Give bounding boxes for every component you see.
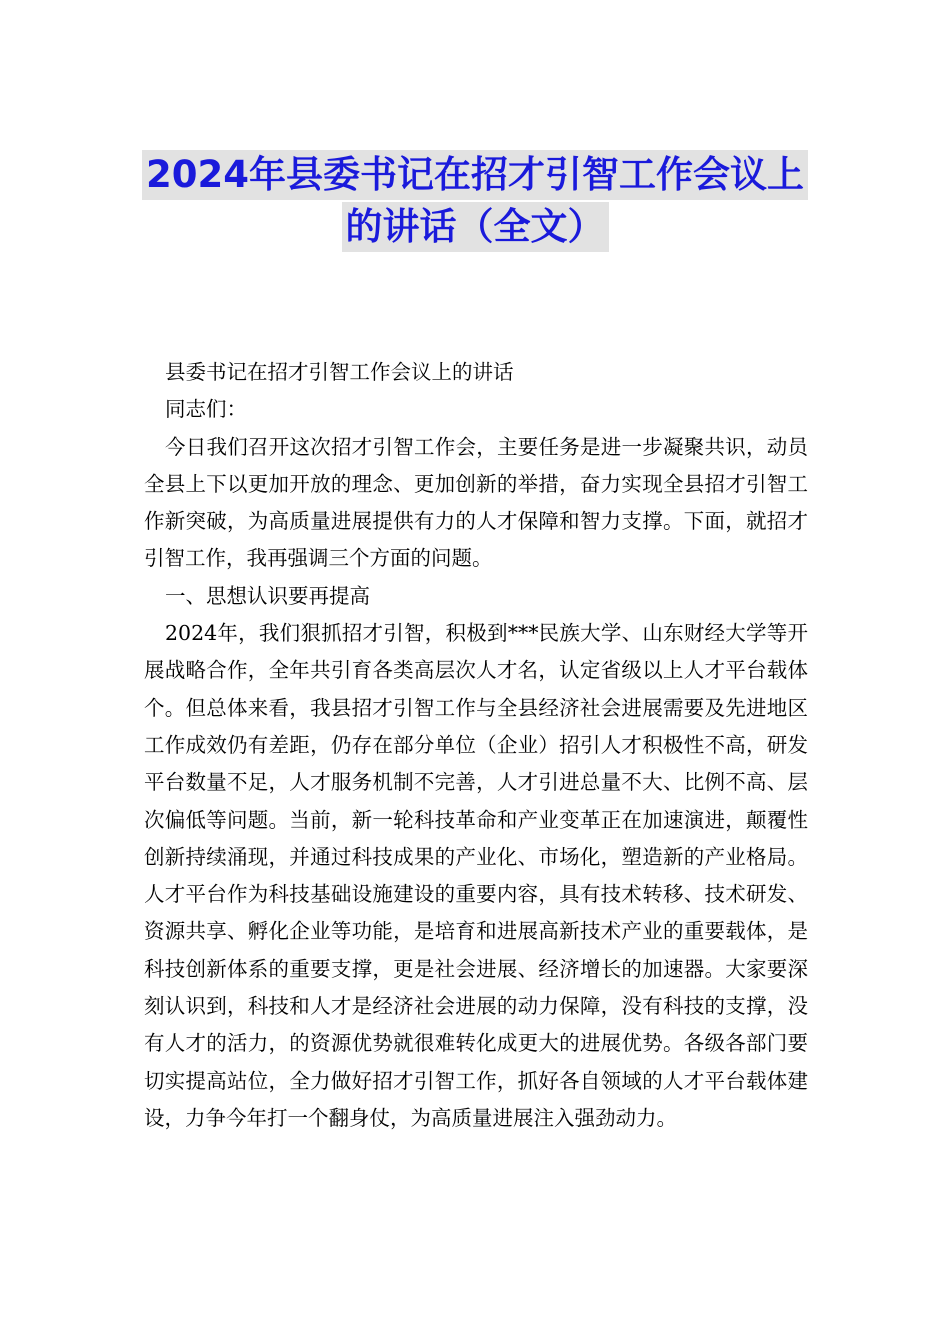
title-line-2: 的讲话（全文） [342, 202, 609, 252]
document-body [144, 354, 808, 1137]
paragraph-heading: 县委书记在招才引智工作会议上的讲话 [165, 360, 514, 384]
section-heading-1: 一、思想认识要再提高 [165, 583, 370, 608]
paragraph-intro: 今日我们召开这次招才引智工作会，主要任务是进一步凝聚共识，动员全县上下以更加开放的理念、更加创新的举措，奋力实现全县招才引智工作新突破，为高质量进展提供有力的人才保障和智力支撑。下面，就招才引智工作，我再强调三个方面的问题。 [144, 434, 808, 571]
paragraph-salutation: 同志们： [165, 397, 247, 422]
document-title [100, 150, 850, 252]
title-line-1: 2024年县委书记在招才引智工作会议上 [142, 150, 808, 200]
paragraph-section-1: 2024年，我们狠抓招才引智，积极到***民族大学、山东财经大学等开展战略合作，全年共引育各类高层次人才名，认定省级以上人才平台载体个。但总体来看，我县招才引智工作与全县经济社会进展需要及先进地区工作成效仍有差距，仍存在部分单位（企业）招引人才积极性不高，研发平台数量不足，人才服务机制不完善，人才引进总量不大、比例不高、层次偏低等问题。当前，新一轮科技革命和产业变革正在加速演进，颠覆性创新持续涌现，并通过科技成果的产业化、市场化，塑造新的产业格局。人才平台作为科技基础设施建设的重要内容，具有技术转移、技术研发、资源共享、孵化企业等功能，是培育和进展高新技术产业的重要载体，是科技创新体系的重要支撑，更是社会进展、经济增长的加速器。大家要深刻认识到，科技和人才是经济社会进展的动力保障，没有科技的支撑，没有人才的活力，的资源优势就很难转化成更大的进展优势。各级各部门要切实提高站位，全力做好招才引智工作，抓好各自领域的人才平台载体建设，力争今年打一个翻身仗，为高质量进展注入强劲动力。 [144, 621, 808, 1130]
